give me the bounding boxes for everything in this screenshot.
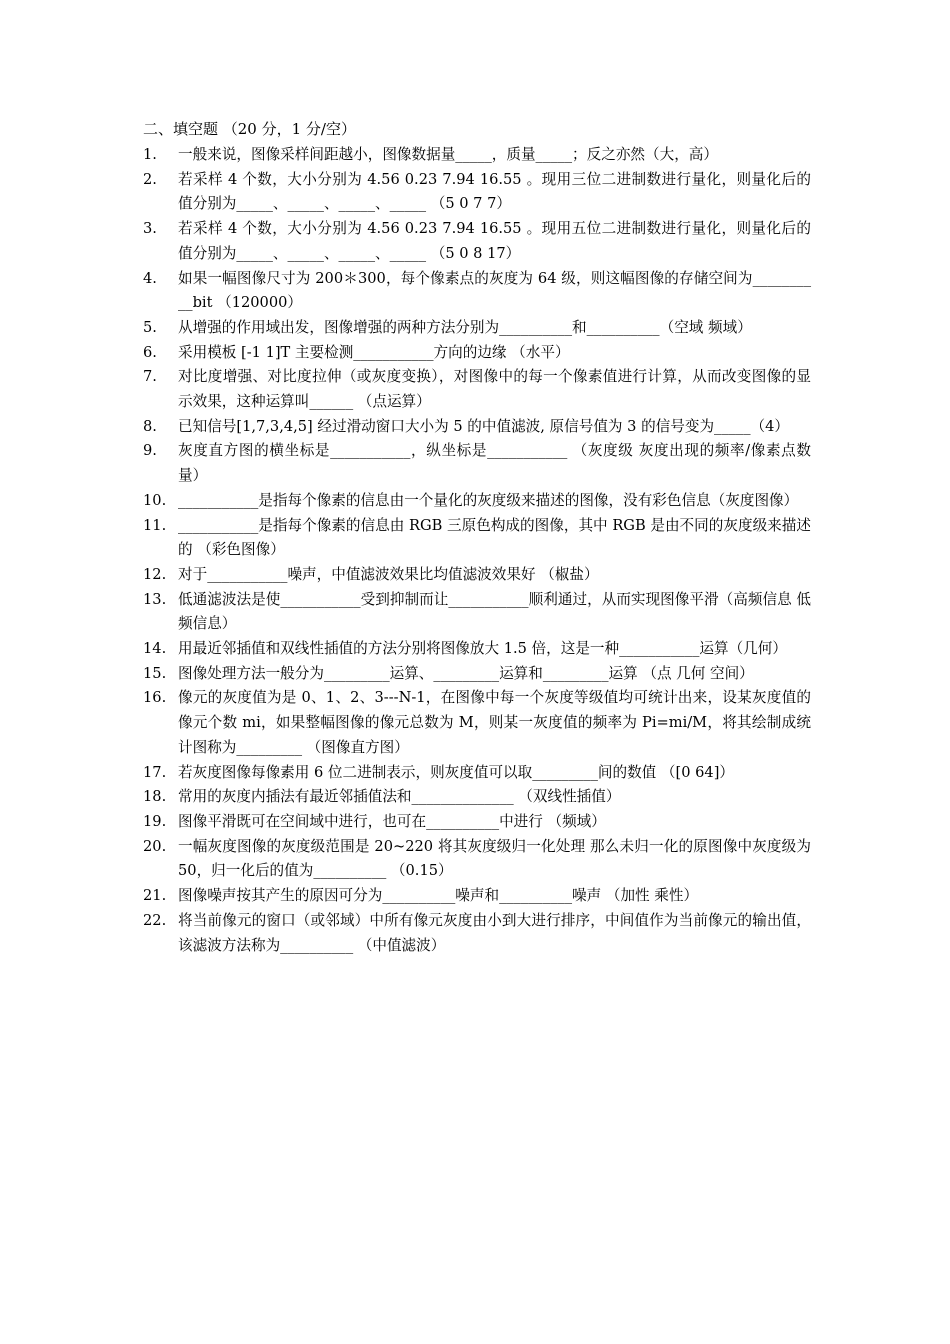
question-item bbox=[143, 217, 811, 266]
question-text: 若灰度图像每像素用 6 位二进制表示，则灰度值可以取_________间的数值 （[0 64]） bbox=[178, 763, 734, 781]
question-number: 2. bbox=[143, 170, 157, 188]
question-text: ___________是指每个像素的信息由一个量化的灰度级来描述的图像，没有彩色信息（灰度图像） bbox=[178, 491, 799, 509]
question-item bbox=[143, 884, 811, 909]
question-text: 从增强的作用域出发，图像增强的两种方法分别为__________和__________（空域 频域） bbox=[178, 318, 752, 336]
question-item bbox=[143, 489, 811, 514]
question-text: 像元的灰度值为是 0、1、2、3---N-1，在图像中每一个灰度等级值均可统计出来，设某灰度值的像元个数 mi，如果整幅图像的像元总数为 M，则某一灰度值的频率为 Pi=mi/M，将其绘制成统计图称为_________ （图像直方图） bbox=[178, 689, 811, 756]
question-number: 4. bbox=[143, 269, 157, 287]
question-number: 17. bbox=[143, 763, 167, 781]
question-number: 21. bbox=[143, 887, 167, 905]
question-number: 14. bbox=[143, 640, 167, 658]
question-text: 如果一幅图像尺寸为 200＊300，每个像素点的灰度为 64 级，则这幅图像的存储空间为__________bit （120000） bbox=[178, 269, 811, 312]
question-item bbox=[143, 909, 811, 958]
question-item bbox=[143, 637, 811, 662]
question-number: 8. bbox=[143, 417, 157, 435]
question-text: 对于___________噪声，中值滤波效果比均值滤波效果好 （椒盐） bbox=[178, 565, 599, 583]
question-number: 10. bbox=[143, 491, 167, 509]
question-item bbox=[143, 563, 811, 588]
question-list bbox=[143, 143, 811, 958]
question-number: 1. bbox=[143, 146, 157, 163]
question-item bbox=[143, 785, 811, 810]
question-text: 若采样 4 个数，大小分别为 4.56 0.23 7.94 16.55 。现用三位二进制数进行量化，则量化后的值分别为_____、_____、_____、_____ （5 0 7 7） bbox=[178, 170, 811, 213]
question-item bbox=[143, 168, 811, 217]
question-number: 5. bbox=[143, 318, 157, 336]
question-item bbox=[143, 143, 811, 168]
question-item bbox=[143, 761, 811, 786]
question-item bbox=[143, 341, 811, 366]
question-number: 3. bbox=[143, 220, 157, 238]
question-item bbox=[143, 810, 811, 835]
question-text: 低通滤波法是使___________受到抑制而让___________顺利通过，从而实现图像平滑（高频信息 低频信息） bbox=[178, 590, 811, 633]
section-title: 二、填空题 （20 分，1 分/空） bbox=[143, 120, 356, 138]
question-text: 常用的灰度内插法有最近邻插值法和______________ （双线性插值） bbox=[178, 788, 621, 806]
question-item bbox=[143, 662, 811, 687]
question-item bbox=[143, 267, 811, 316]
question-number: 16. bbox=[143, 689, 167, 707]
question-text: 一幅灰度图像的灰度级范围是 20~220 将其灰度级归一化处理 那么未归一化的原图像中灰度级为 50，归一化后的值为__________ （0.15） bbox=[178, 837, 811, 880]
question-text: 图像处理方法一般分为_________运算、_________运算和_________运算 （点 几何 空间） bbox=[178, 664, 754, 682]
question-number: 12. bbox=[143, 565, 167, 583]
question-number: 22. bbox=[143, 911, 167, 929]
question-item bbox=[143, 514, 811, 563]
question-number: 7. bbox=[143, 368, 157, 386]
question-text: 用最近邻插值和双线性插值的方法分别将图像放大 1.5 倍，这是一种___________运算（几何） bbox=[178, 640, 787, 658]
question-text: 图像平滑既可在空间域中进行，也可在__________中进行 （频域） bbox=[178, 812, 606, 830]
question-text: ___________是指每个像素的信息由 RGB 三原色构成的图像，其中 RGB 是由不同的灰度级来描述的 （彩色图像） bbox=[178, 516, 811, 559]
question-item bbox=[143, 316, 811, 341]
question-text: 灰度直方图的横坐标是___________，纵坐标是___________ （灰度级 灰度出现的频率/像素点数量） bbox=[178, 442, 811, 485]
question-text: 已知信号[1,7,3,4,5] 经过滑动窗口大小为 5 的中值滤波, 原信号值为 3 的信号变为_____（4） bbox=[178, 417, 789, 435]
question-item bbox=[143, 686, 811, 760]
question-text: 一般来说，图像采样间距越小，图像数据量_____，质量_____；反之亦然（大，高） bbox=[178, 146, 718, 163]
question-number: 20. bbox=[143, 837, 167, 855]
question-number: 13. bbox=[143, 590, 167, 608]
question-number: 18. bbox=[143, 788, 167, 806]
question-text: 将当前像元的窗口（或邻域）中所有像元灰度由小到大进行排序，中间值作为当前像元的输出值，该滤波方法称为__________ （中值滤波） bbox=[178, 911, 811, 954]
question-item bbox=[143, 415, 811, 440]
question-number: 11. bbox=[143, 516, 167, 534]
question-text: 对比度增强、对比度拉伸（或灰度变换），对图像中的每一个像素值进行计算，从而改变图像的显示效果，这种运算叫______ （点运算） bbox=[178, 368, 811, 411]
question-item bbox=[143, 588, 811, 637]
question-text: 图像噪声按其产生的原因可分为__________噪声和__________噪声 （加性 乘性） bbox=[178, 887, 699, 905]
question-number: 9. bbox=[143, 442, 157, 460]
question-item bbox=[143, 365, 811, 414]
question-text: 若采样 4 个数，大小分别为 4.56 0.23 7.94 16.55 。现用五位二进制数进行量化，则量化后的值分别为_____、_____、_____、_____ （5 0 8 17） bbox=[178, 220, 811, 262]
question-number: 6. bbox=[143, 343, 157, 361]
question-item bbox=[143, 835, 811, 884]
question-number: 19. bbox=[143, 812, 167, 830]
question-number: 15. bbox=[143, 664, 167, 682]
question-text: 采用模板 [-1 1]T 主要检测___________方向的边缘 （水平） bbox=[178, 343, 570, 361]
question-item bbox=[143, 439, 811, 488]
